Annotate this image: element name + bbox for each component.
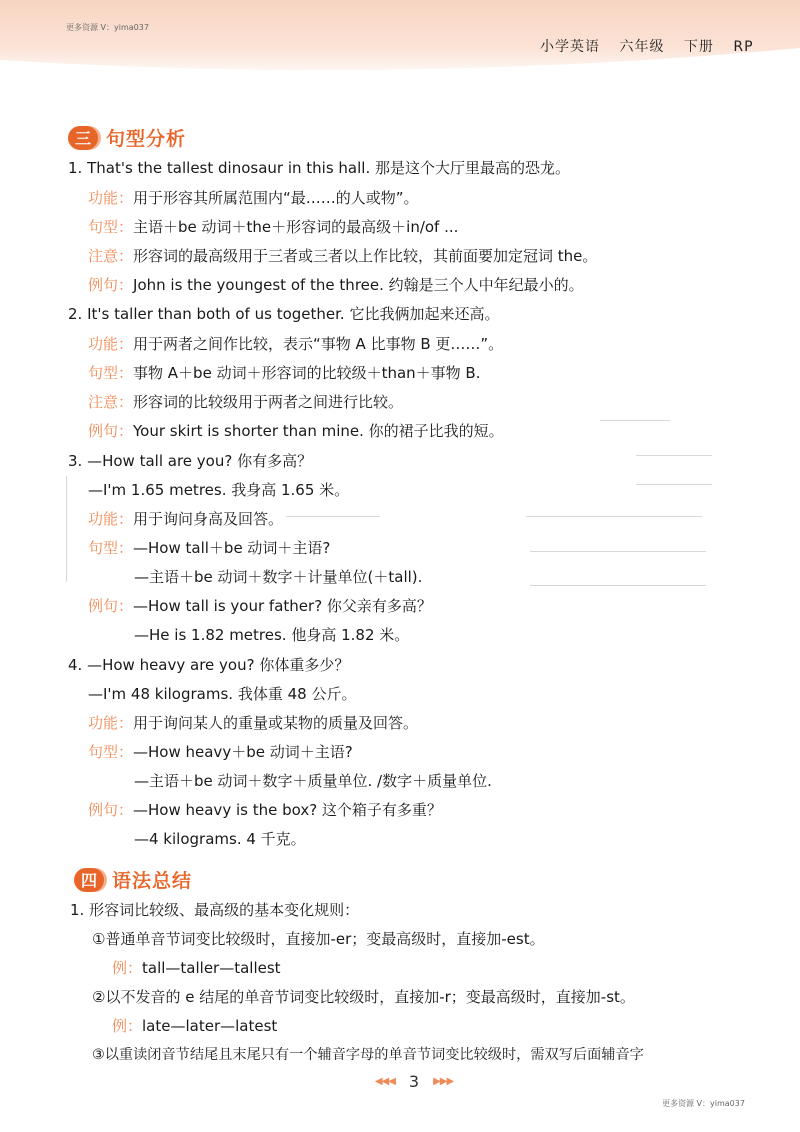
prev-arrows-icon: ◀◀◀ — [374, 1076, 395, 1087]
function-text: 用于两者之间作比较，表示“事物 A 比事物 B 更……”。 — [133, 335, 504, 353]
item2-function — [88, 334, 503, 354]
rule-title: 1. 形容词比较级、最高级的基本变化规则： — [70, 901, 360, 919]
function-text: 用于询问某人的重量或某物的质量及回答。 — [133, 714, 419, 732]
function-tag: 功能： — [88, 335, 134, 353]
scan-rule — [636, 484, 712, 485]
item2-note — [88, 392, 403, 412]
example-tag: 例句： — [88, 801, 134, 819]
example-tag: 例： — [112, 959, 143, 977]
item4-reply: —I'm 48 kilograms. 我体重 48 公斤。 — [88, 685, 357, 703]
item2-example — [88, 421, 504, 441]
item1-function — [88, 188, 419, 208]
example-text: —How heavy is the box? 这个箱子有多重？ — [133, 801, 442, 819]
scan-rule — [530, 585, 706, 586]
section-title: 句型分析 — [106, 128, 187, 150]
section-badge: 三 — [68, 126, 98, 150]
example-text: tall—taller—tallest — [142, 959, 281, 977]
item3-title: 3. —How tall are you? 你有多高？ — [68, 452, 313, 470]
item2-title: 2. It's taller than both of us together. 它比我俩加起来还高。 — [68, 305, 500, 323]
item1-title: 1. That's the tallest dinosaur in this hall. 那是这个大厅里最高的恐龙。 — [68, 159, 570, 177]
note-tag: 注意： — [88, 393, 134, 411]
function-text: 用于询问身高及回答。 — [133, 510, 284, 528]
item3-pattern1 — [88, 538, 330, 558]
item1-note — [88, 246, 597, 266]
function-tag: 功能： — [88, 510, 134, 528]
pattern-tag: 句型： — [88, 539, 134, 557]
function-text: 用于形容其所属范围内“最……的人或物”。 — [133, 189, 419, 207]
section-heading-4 — [74, 866, 192, 893]
item3-reply: —I'm 1.65 metres. 我身高 1.65 米。 — [88, 481, 350, 499]
grade-label: 六年级 — [619, 39, 665, 55]
scan-rule — [286, 516, 380, 517]
scan-rule — [600, 420, 670, 421]
example-text: John is the youngest of the three. 约翰是三个人中年纪最小的。 — [133, 276, 584, 294]
watermark-bottom: 更多资源 V：yima037 — [662, 1099, 745, 1108]
item4-function — [88, 713, 418, 733]
item3-function — [88, 509, 283, 529]
book-info — [540, 36, 768, 56]
item4-example1 — [88, 800, 442, 820]
rule-1-example — [112, 958, 281, 978]
item4-pattern2: —主语＋be 动词＋数字＋质量单位. /数字＋质量单位. — [134, 772, 492, 790]
example-tag: 例句： — [88, 422, 134, 440]
example-tag: 例： — [112, 1017, 143, 1035]
page-number-bar — [344, 1072, 484, 1091]
item3-pattern2: —主语＋be 动词＋数字＋计量单位(＋tall). — [134, 568, 423, 586]
item4-title: 4. —How heavy are you? 你体重多少？ — [68, 656, 350, 674]
watermark-top: 更多资源 V：yima037 — [66, 23, 149, 32]
pattern-tag: 句型： — [88, 218, 134, 236]
example-tag: 例句： — [88, 276, 134, 294]
rule-2: ②以不发音的 e 结尾的单音节词变比较级时，直接加-r；变最高级时，直接加-st。 — [92, 988, 635, 1006]
edition-label: RP — [733, 39, 754, 55]
note-text: 形容词的比较级用于两者之间进行比较。 — [133, 393, 404, 411]
item1-example — [88, 275, 584, 295]
section-badge: 四 — [74, 868, 104, 892]
example-text: —How tall is your father? 你父亲有多高？ — [133, 597, 432, 615]
rule-3: ③以重读闭音节结尾且末尾只有一个辅音字母的单音节词变比较级时，需双写后面辅音字 — [92, 1047, 644, 1063]
pattern-tag: 句型： — [88, 364, 134, 382]
pattern-text: 事物 A＋be 动词＋形容词的比较级＋than＋事物 B. — [133, 364, 481, 382]
pattern-text: —How tall＋be 动词＋主语? — [133, 539, 331, 557]
example-text: Your skirt is shorter than mine. 你的裙子比我的短。 — [133, 422, 504, 440]
scan-rule — [526, 516, 702, 517]
subject-label: 小学英语 — [540, 39, 600, 55]
note-text: 形容词的最高级用于三者或三者以上作比较，其前面要加定冠词 the。 — [133, 247, 598, 265]
pattern-tag: 句型： — [88, 743, 134, 761]
example-text: late—later—latest — [142, 1017, 278, 1035]
pattern-text: 主语＋be 动词＋the＋形容词的最高级＋in/of ... — [133, 218, 459, 236]
note-tag: 注意： — [88, 247, 134, 265]
item1-pattern — [88, 217, 458, 237]
scan-rule — [530, 551, 706, 552]
function-tag: 功能： — [88, 189, 134, 207]
volume-label: 下册 — [683, 39, 714, 55]
item3-example2: —He is 1.82 metres. 他身高 1.82 米。 — [134, 626, 410, 644]
section-title: 语法总结 — [112, 870, 193, 892]
rule-2-example — [112, 1016, 277, 1036]
pattern-text: —How heavy＋be 动词＋主语? — [133, 743, 353, 761]
section-heading-3 — [68, 124, 186, 151]
item4-example2: —4 kilograms. 4 千克。 — [134, 830, 306, 848]
next-arrows-icon: ▶▶▶ — [433, 1076, 454, 1087]
function-tag: 功能： — [88, 714, 134, 732]
example-tag: 例句： — [88, 597, 134, 615]
scan-rule — [66, 476, 67, 582]
rule-1: ①普通单音节词变比较级时，直接加-er；变最高级时，直接加-est。 — [92, 930, 545, 948]
item2-pattern — [88, 363, 480, 383]
page-number: 3 — [408, 1072, 420, 1091]
item3-example1 — [88, 596, 432, 616]
scan-rule — [636, 455, 712, 456]
item4-pattern1 — [88, 742, 353, 762]
